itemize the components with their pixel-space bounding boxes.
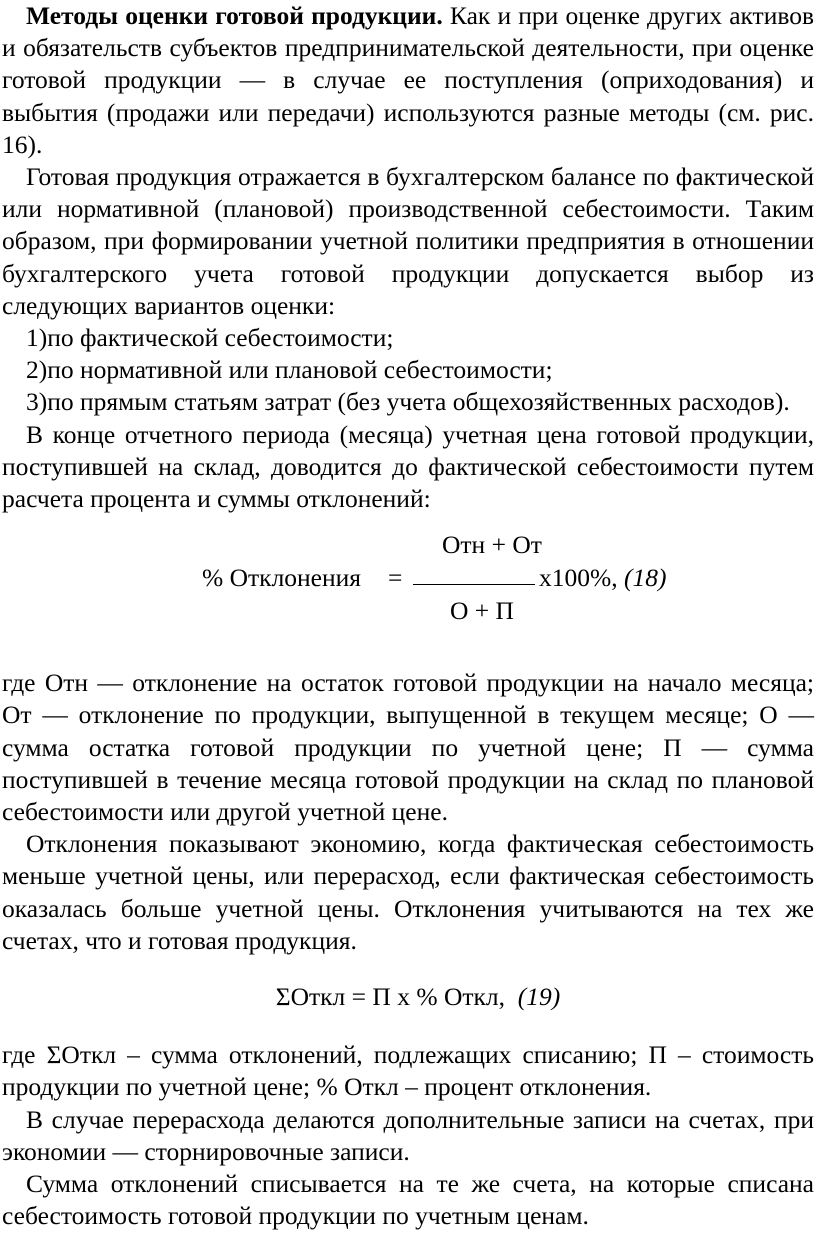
paragraph-sum-definitions: где ΣОткл – сумма отклонений, подлежащих списанию; П – стоимость продукции по учетной цене; % Откл – процент отклонения. [2, 1040, 814, 1102]
formula-rhs [539, 562, 666, 594]
paragraph-text: Как и при оценке других активов и обязательств субъектов предпринимательской деятельности, при оценке готовой продукции — в случае ее поступления (оприходования) и выбытия (продажи или передачи) используются разные методы (см. рис. 16). [2, 1, 815, 159]
list-item: 3)по прямым статьям затрат (без учета общехозяйственных расходов). [26, 387, 790, 417]
list-item: 1)по фактической себестоимости; [26, 323, 394, 353]
paragraph-heading: Методы оценки готовой продукции. [26, 1, 443, 30]
formula-equals: = [388, 563, 403, 593]
list-item: 2)по нормативной или плановой себестоимости; [26, 355, 553, 385]
paragraph-write-off: Сумма отклонений списывается на те же счета, на которые списана себестоимость готовой продукции по учетным ценам. [2, 1169, 814, 1231]
formula-18 [2, 529, 814, 649]
fraction-bar [413, 584, 535, 585]
paragraph-period-end: В конце отчетного периода (месяца) учетная цена готовой продукции, поступившей на склад, доводится до фактической себестоимости путем расчета процента и суммы отклонений: [2, 419, 814, 514]
formula-denominator: О + П [450, 596, 514, 626]
formula-19 [2, 981, 814, 1013]
paragraph-deviations: Отклонения показывают экономию, когда фактическая себестоимость меньше учетной цены, или перерасход, если фактическая себестоимость оказалась больше учетной цены. Отклонения учитываются на тех же счетах, что и готовая продукция. [2, 829, 814, 955]
formula-number: (19) [517, 982, 561, 1012]
formula-expression: ΣОткл = П х % Откл, [275, 982, 505, 1012]
formula-number: (18) [624, 563, 667, 593]
paragraph-definitions: где Отн — отклонение на остаток готовой продукции на начало месяца; От — отклонение по продукции, выпущенной в текущем месяце; О — сумма остатка готовой продукции по учетной цене; П — сумма поступившей в течение месяца готовой продукции на склад по плановой себестоимости или другой учетной цене. [2, 668, 814, 827]
paragraph-overrun: В случае перерасхода делаются дополнительные записи на счетах, при экономии — сторнировочные записи. [2, 1104, 814, 1166]
formula-numerator: Отн + От [442, 530, 542, 560]
paragraph-methods [2, 0, 814, 161]
formula-multiplier: х100%, [539, 563, 618, 593]
paragraph-balance: Готовая продукция отражается в бухгалтерском балансе по фактической или нормативной (плановой) производственной себестоимости. Таким образом, при формировании учетной политики предприятия в отношении бухгалтерского учета готовой продукции допускается выбор из следующих вариантов оценки: [2, 162, 814, 320]
formula-lhs: % Отклонения [202, 563, 362, 593]
